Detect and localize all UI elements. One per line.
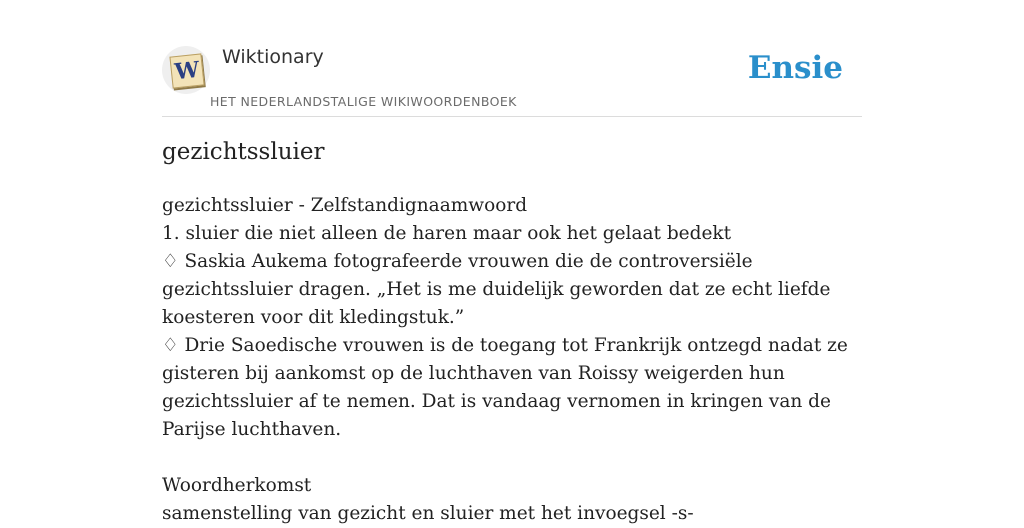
entry-heading: gezichtssluier - Zelfstandignaamwoord: [162, 195, 528, 216]
example-sentence: ♢ Drie Saoedische vrouwen is de toegang tot Frankrijk ontzegd nadat ze gisteren bij aankomst op de luchthaven van Roissy weigerden hun gezichtssluier af te nemen. Dat is vandaag vernomen in kringen van de Parijse luchthaven.: [162, 335, 848, 440]
example-sentence: ♢ Saskia Aukema fotografeerde vrouwen die de controversiële gezichtssluier dragen. „Het is me duidelijk geworden dat ze echt liefde koesteren voor dit kledingstuk.”: [162, 251, 831, 328]
entry-definition: 1. sluier die niet alleen de haren maar ook het gelaat bedekt: [162, 223, 732, 244]
page: [162, 0, 862, 524]
etymology-text: samenstelling van gezicht en sluier met het invoegsel -s-: [162, 503, 694, 524]
logo-letter: W: [173, 56, 201, 86]
entry-content: [162, 192, 862, 528]
site-name-link[interactable]: Wiktionary: [222, 46, 324, 68]
page-title: gezichtssluier: [162, 139, 325, 165]
wiktionary-logo[interactable]: [162, 46, 210, 94]
ensie-brand-link[interactable]: Ensie: [747, 50, 843, 86]
etymology-heading: Woordherkomst: [162, 475, 312, 496]
logo-tile-icon: [169, 53, 204, 88]
site-header: [162, 0, 862, 117]
spacer: [162, 444, 862, 472]
site-tagline: HET NEDERLANDSTALIGE WIKIWOORDENBOEK: [210, 94, 517, 109]
